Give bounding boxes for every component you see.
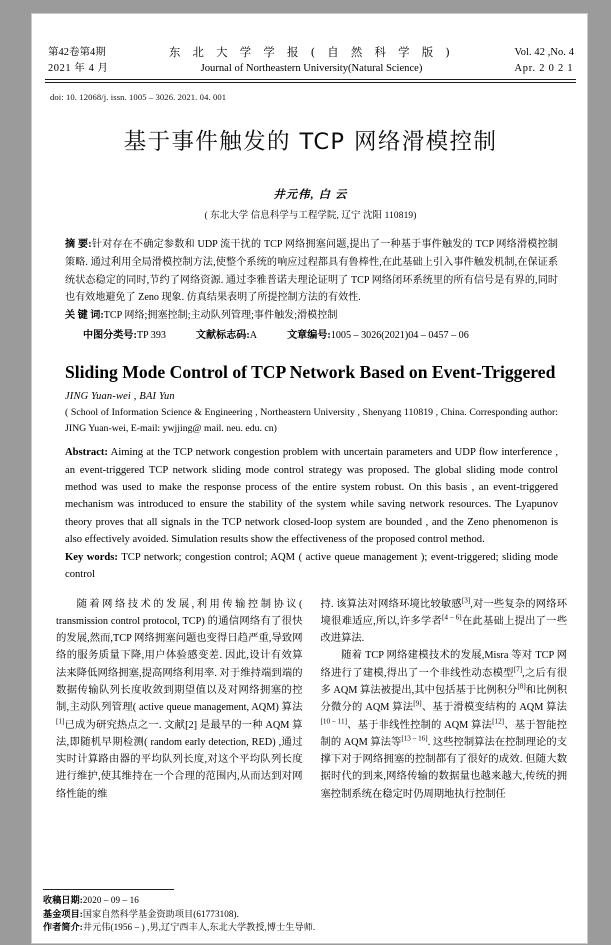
- citation-marker: [4 – 6]: [442, 613, 462, 622]
- footnote-bio: [43, 921, 316, 935]
- footnote-received-label: 收稿日期:: [43, 895, 83, 906]
- body-text: 、基于滑模变结构的 AQM 算法: [421, 702, 567, 714]
- body-paragraph: [321, 647, 568, 803]
- footnote-fund: [43, 908, 302, 922]
- keywords-en-text: TCP network; congestion control; AQM ( active queue management ); event-triggered; sliding mode control: [65, 551, 558, 581]
- page-content: [32, 14, 588, 803]
- citation-marker: [1]: [56, 717, 65, 726]
- clc-label: 中图分类号:: [83, 330, 137, 342]
- authors-en: JING Yuan-wei , BAI Yun: [65, 391, 175, 403]
- keywords-en: [45, 549, 576, 584]
- footnote-fund-value: 国家自然科学基金资助项目(61773108).: [82, 908, 240, 919]
- affiliation-en: ( School of Information Science & Engineering , Northeastern University , Shenyang 110819 , China. Corresponding author: JING Yuan-wei, E-mail: ywjjing@ mail. neu. edu. cn): [65, 407, 558, 434]
- body-text: 随着网络技术的发展,利用传输控制协议( transmission control protocol, TCP) 的通信网络有了很快的发展,然而,TCP 网络拥塞问题也变得日趋严重,导致网络的服务质量下降,用户体验感变差. 因此,设计有效算法来降低网络拥塞,提高网络利用率. 对于维持端到端的数据传输队列长度收敛到期望值以及对网络拥塞的控制,主动队列管理( active queue management, AQM) 算法: [56, 598, 303, 714]
- footnote-divider: [43, 889, 174, 890]
- doc-code-value: A: [249, 330, 258, 342]
- journal-title-cn: 东 北 大 学 学 报 ( 自 然 科 学 版 ): [168, 45, 455, 59]
- doc-code-label: 文献标志码:: [195, 330, 250, 342]
- footnote-fund-label: 基金项目:: [43, 908, 83, 919]
- header-divider: [45, 79, 576, 83]
- keywords-cn: [65, 307, 558, 325]
- affiliation-cn: ( 东北大学 信息科学与工程学院, 辽宁 沈阳 110819): [204, 211, 417, 222]
- citation-marker: [3]: [461, 596, 471, 605]
- journal-volume-block: [45, 45, 109, 76]
- abstract-cn-block: [45, 236, 576, 324]
- journal-header: [45, 14, 576, 76]
- footnote-bio-value: 井元伟(1956 – ) ,男,辽宁西丰人,东北大学教授,博士生导师.: [82, 922, 316, 933]
- footnote-received: [43, 894, 302, 908]
- body-text: ,之后有很多 AQM 算法被提出,其中包括基于比例积分: [320, 667, 568, 696]
- abstract-en-label: Abstract:: [65, 447, 108, 459]
- doi-line: doi: 10. 12068/j. issn. 1005 – 3026. 2021. 04. 001: [50, 92, 227, 103]
- keywords-cn-label: 关 键 词:: [65, 309, 104, 321]
- body-paragraph: [321, 596, 568, 648]
- journal-volume-en: Vol. 42 ,No. 4: [514, 47, 574, 58]
- page-title-cn: 基于事件触发的 TCP 网络滑模控制: [123, 129, 498, 156]
- citation-marker: [9]: [413, 699, 422, 708]
- abstract-en: [45, 444, 576, 548]
- citation-marker: [8]: [517, 682, 526, 691]
- authors-cn: 井元伟, 白 云: [273, 189, 348, 202]
- keywords-en-label: Key words:: [65, 551, 118, 563]
- body-text: ,对一些复杂的网络环境很难适应,所以,许多学者: [320, 598, 567, 627]
- body-text: 、基于非线性控制的 AQM 算法: [346, 719, 493, 731]
- abstract-en-text: Aiming at the TCP network congestion problem with uncertain parameters and UDP flow interference , an event-triggered TCP network sliding mode control strategy was proposed. The global sliding mode control method was used to make the response process of the entire system robust. On this basis , an event-triggered mechanism was introduced to ensure the stability of the system while saving network resources. The Lyapunov theory proves that all signals in the TCP network closed-loop system are bounded , and the Zeno phenomenon is also effectively avoided. Simulation results show the effectiveness of the proposed control method.: [65, 447, 558, 546]
- body-paragraph: [56, 596, 303, 804]
- citation-marker: [7]: [513, 665, 523, 674]
- journal-date-cn: 2021 年 4 月: [48, 62, 109, 74]
- classification-line: [45, 327, 576, 345]
- journal-title-en: Journal of Northeastern University(Natural Science): [200, 62, 423, 74]
- citation-marker: [13 – 16]: [401, 734, 428, 743]
- footnote-block: [43, 889, 316, 935]
- body-text: 随着 TCP 网络建模技术的发展,Misra 等对 TCP 网络进行了建模,得出了一个非线性动态模型: [320, 650, 567, 679]
- abstract-cn-label: 摘 要:: [65, 239, 92, 251]
- abstract-cn-text: 针对存在不确定参数和 UDP 流干扰的 TCP 网络拥塞问题,提出了一种基于事件触发的 TCP 网络滑模控制策略. 通过利用全局滑模控制方法,使整个系统的响应过程都具有鲁棒性,在此基础上引入事件触发机制,在保证系统状态稳定的同时,节约了网络资源. 通过李雅普诺夫理论证明了 TCP 网络闭环系统里的所有信号是有界的,同时也有效地避免了 Zeno 现象. 仿真结果表明了所提控制方法的有效性.: [65, 239, 558, 304]
- clc-value: TP 393: [136, 330, 166, 342]
- journal-title-block: [109, 45, 515, 76]
- citation-marker: [12]: [492, 717, 505, 726]
- citation-marker: [10 – 11]: [320, 717, 347, 726]
- document-page: [31, 13, 588, 944]
- body-column-right: [321, 596, 568, 804]
- body-text: 持. 该算法对网络环境比较敏感: [320, 598, 462, 610]
- body-text: . 这些控制算法在控制理论的支撑下对于网络拥塞的控制都有了很好的成效. 但随大数据时代的到来,网络传输的数据量也越来越大,传统的拥塞控制系统在稳定时仍周期地执行控制任: [320, 736, 567, 800]
- body-column-left: [56, 596, 303, 804]
- keywords-cn-text: TCP 网络;拥塞控制;主动队列管理;事件触发;滑模控制: [103, 309, 338, 321]
- body-text: 已成为研究热点之一. 文献[2] 是最早的一种 AQM 算法,即随机早期检测( random early detection, RED) ,通过实时计算路由器的平均队列长度,对这个平均队列长度进行维护,使其维持在一个合理的范围内,从而达到对网络性能的维: [56, 719, 303, 800]
- article-id-value: 1005 – 3026(2021)04 – 0457 – 06: [330, 330, 469, 342]
- footnote-bio-label: 作者简介:: [43, 922, 83, 933]
- abstract-cn: [65, 236, 558, 306]
- body-text: 在此基础上提出了一些改进算法.: [320, 615, 567, 645]
- journal-volume-cn: 第42卷第4期: [48, 47, 106, 58]
- body-columns: [45, 596, 576, 804]
- journal-date-en: Apr. 2 0 2 1: [514, 62, 574, 74]
- body-text: 和比例积分微分的 AQM 算法: [320, 685, 568, 714]
- body-text: 、基于智能控制的 AQM 算法等: [320, 719, 567, 748]
- footnote-received-value: 2020 – 09 – 16: [82, 895, 139, 906]
- article-id-label: 文章编号:: [287, 330, 331, 342]
- page-title-en: Sliding Mode Control of TCP Network Based on Event-Triggered: [65, 361, 556, 382]
- journal-volume-en-block: [514, 45, 576, 76]
